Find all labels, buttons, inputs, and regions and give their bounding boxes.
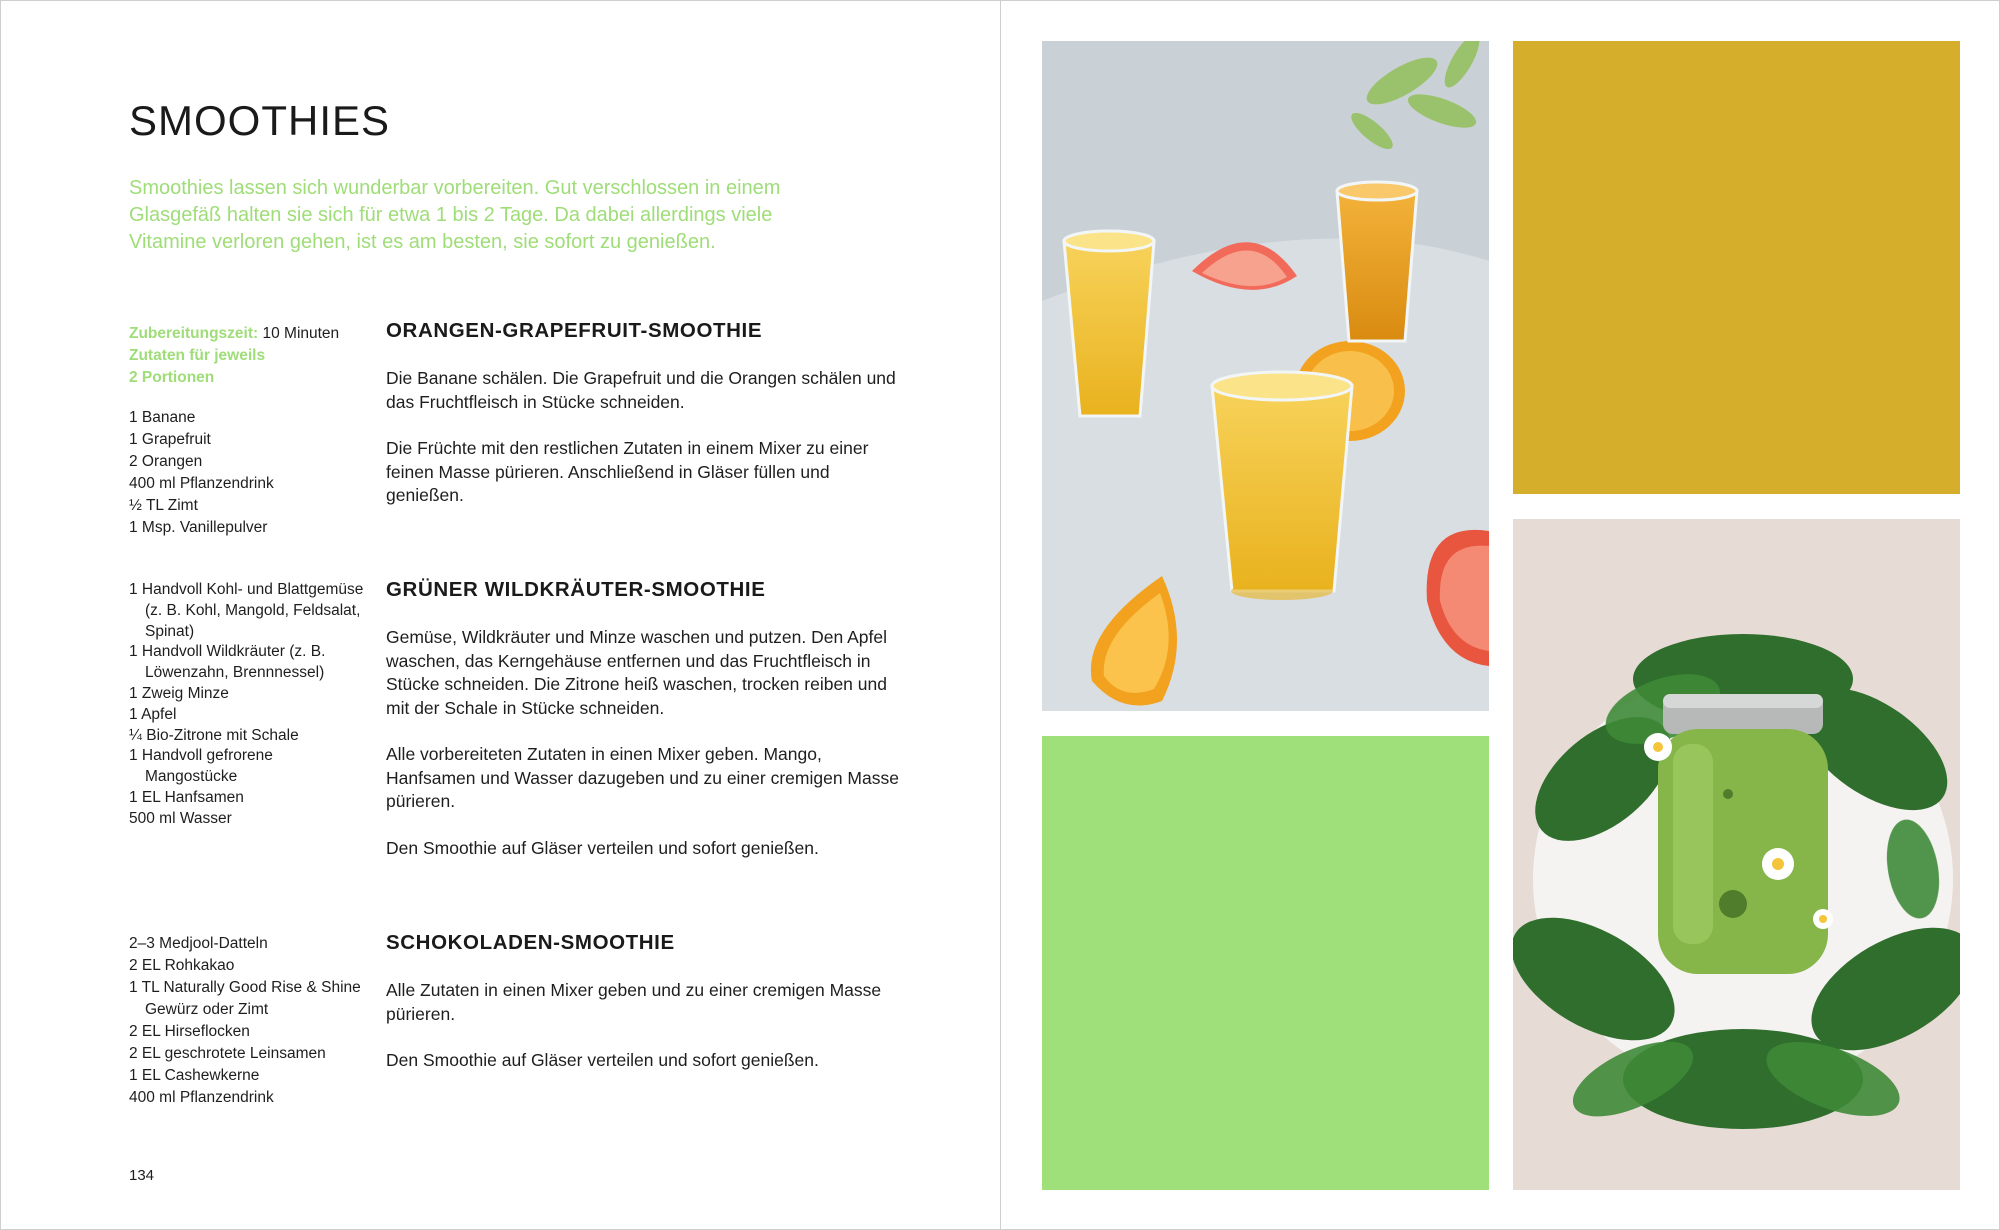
ingredient-item: 1 EL Cashewkerne — [129, 1067, 260, 1084]
ingredient-item: 400 ml Pflanzendrink — [129, 475, 274, 492]
intro-text: Smoothies lassen sich wunderbar vorbereiten. Gut verschlossen in einem Glasgefäß halten sie sich für etwa 1 bis 2 Tage. Da dabei allerdings viele Vitamine verloren gehen, ist es am besten, sie sofort zu genießen. — [129, 177, 781, 253]
ingredient-item: ¼ Bio-Zitrone mit Schale — [129, 726, 299, 744]
ingredient-item: 1 Grapefruit — [129, 431, 211, 448]
recipe-chocolate — [386, 931, 906, 1096]
ingredient-item: 2 EL Rohkakao — [129, 957, 235, 974]
recipe-title: SCHOKOLADEN-SMOOTHIE — [386, 931, 675, 954]
ingredients-list-chocolate — [129, 933, 369, 1109]
ingredient-item: 1 Handvoll gefrorene Mangostücke — [129, 747, 273, 786]
ingredient-item: 500 ml Wasser — [129, 809, 232, 827]
recipe-step: Gemüse, Wildkräuter und Minze waschen und putzen. Den Apfel waschen, das Kerngehäuse entfernen und das Fruchtfleisch in Stücke schneiden. Die Zitrone heiß waschen, trocken reiben und mit der Schale in Stücke schneiden. — [386, 627, 887, 718]
ingredient-item: 2 Orangen — [129, 453, 203, 470]
prep-time-label: Zubereitungszeit: — [129, 325, 259, 342]
recipe-step: Die Früchte mit den restlichen Zutaten in einem Mixer zu einer feinen Masse pürieren. Anschließend in Gläser füllen und genießen. — [386, 438, 869, 505]
recipe-step: Den Smoothie auf Gläser verteilen und sofort genießen. — [386, 837, 819, 858]
green-smoothie-jar-photo — [1513, 519, 1960, 1190]
page-number: 134 — [129, 1167, 155, 1184]
recipe-orange-grapefruit — [386, 319, 906, 531]
recipe-meta — [129, 323, 369, 389]
ingredient-item: 2–3 Medjool-Datteln — [129, 935, 268, 952]
orange-grapefruit-smoothie-photo — [1042, 41, 1489, 711]
recipe-step: Den Smoothie auf Gläser verteilen und sofort genießen. — [386, 1050, 819, 1070]
ingredient-item: 1 Handvoll Wildkräuter (z. B. Löwenzahn, Brennnessel) — [129, 643, 326, 682]
servings-line-2: 2 Portionen — [129, 369, 215, 386]
ingredient-item: 1 Msp. Vanillepulver — [129, 519, 268, 536]
ingredient-item: 2 EL Hirseflocken — [129, 1023, 250, 1040]
prep-time-value: 10 Minuten — [262, 325, 340, 342]
ingredient-item: 1 Handvoll Kohl- und Blattgemüse (z. B. Kohl, Mangold, Feldsalat, Spinat) — [129, 581, 364, 640]
recipe-step: Alle Zutaten in einen Mixer geben und zu einer cremigen Masse pürieren. — [386, 980, 882, 1024]
ingredient-item: 2 EL geschrotete Leinsamen — [129, 1045, 326, 1062]
ingredient-item: 1 Zweig Minze — [129, 684, 229, 702]
ingredients-list-orange — [129, 407, 369, 539]
recipe-step: Die Banane schälen. Die Grapefruit und die Orangen schälen und das Fruchtfleisch in Stücke schneiden. — [386, 368, 896, 412]
ingredients-list-green — [129, 580, 369, 830]
right-page — [1001, 0, 2000, 1230]
recipe-title: GRÜNER WILDKRÄUTER-SMOOTHIE — [386, 578, 766, 601]
ingredient-item: 1 Banane — [129, 409, 196, 426]
recipe-title: ORANGEN-GRAPEFRUIT-SMOOTHIE — [386, 319, 763, 342]
ingredient-item: 1 EL Hanfsamen — [129, 788, 244, 806]
recipe-step: Alle vorbereiteten Zutaten in einen Mixer geben. Mango, Hanfsamen und Wasser dazugeben und zu einer cremigen Masse pürieren. — [386, 744, 899, 811]
servings-line-1: Zutaten für jeweils — [129, 347, 266, 364]
green-color-block — [1042, 736, 1489, 1190]
page-title: SMOOTHIES — [129, 97, 391, 144]
ingredient-item: 1 TL Naturally Good Rise & Shine Gewürz oder Zimt — [129, 979, 361, 1018]
ingredient-item: 1 Apfel — [129, 705, 177, 723]
yellow-color-block — [1513, 41, 1960, 494]
ingredient-item: ½ TL Zimt — [129, 497, 198, 514]
ingredient-item: 400 ml Pflanzendrink — [129, 1089, 274, 1106]
recipe-green-wildkraeuter — [386, 578, 906, 883]
